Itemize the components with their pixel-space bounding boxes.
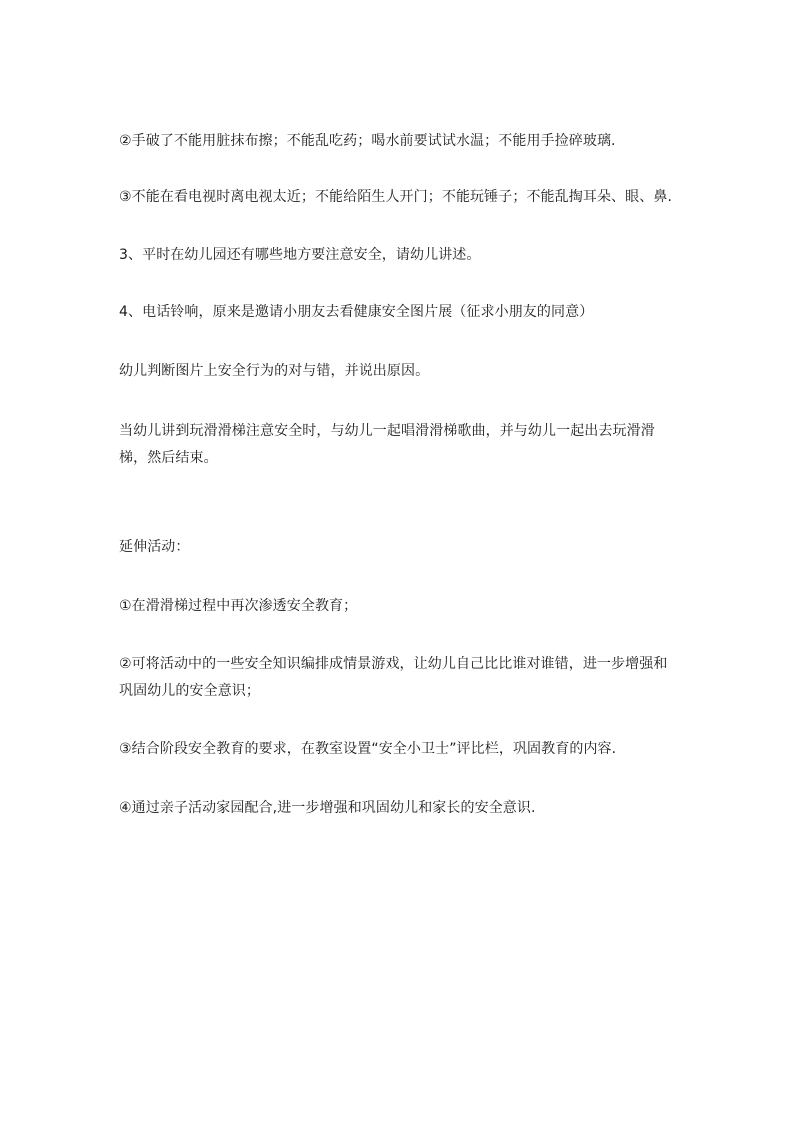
paragraph-step-3: 3、平时在幼儿园还有哪些地方要注意安全，请幼儿讲述。 [119, 247, 481, 263]
paragraph-judge-pictures: 幼儿判断图片上安全行为的对与错，并说出原因。 [119, 363, 430, 379]
list-item-extension-1: ①在滑滑梯过程中再次渗透安全教育； [119, 598, 358, 614]
paragraph-home-safety-rules: ③不能在看电视时离电视太近；不能给陌生人开门；不能玩锤子；不能乱掏耳朵、眼、鼻. [119, 189, 672, 205]
section-heading-extension: 延伸活动： [119, 539, 190, 555]
list-item-extension-2: ②可将活动中的一些安全知识编排成情景游戏，让幼儿自己比比谁对谁错，进一步增强和巩固幼儿的安全意识； [119, 656, 668, 699]
paragraph-step-4: 4、电话铃响，原来是邀请小朋友去看健康安全图片展（征求小朋友的同意） [119, 304, 594, 320]
list-item-extension-3: ③结合阶段安全教育的要求，在教室设置“安全小卫士”评比栏，巩固教育的内容. [119, 741, 617, 757]
paragraph-slide-ending: 当幼儿讲到玩滑滑梯注意安全时，与幼儿一起唱滑滑梯歌曲，并与幼儿一起出去玩滑滑梯，然后结束。 [119, 423, 655, 466]
paragraph-hand-injury-rules: ②手破了不能用脏抹布擦；不能乱吃药；喝水前要试试水温；不能用手捡碎玻璃. [119, 133, 616, 149]
list-item-extension-4: ④通过亲子活动家园配合,进一步增强和巩固幼儿和家长的安全意识. [119, 800, 536, 816]
